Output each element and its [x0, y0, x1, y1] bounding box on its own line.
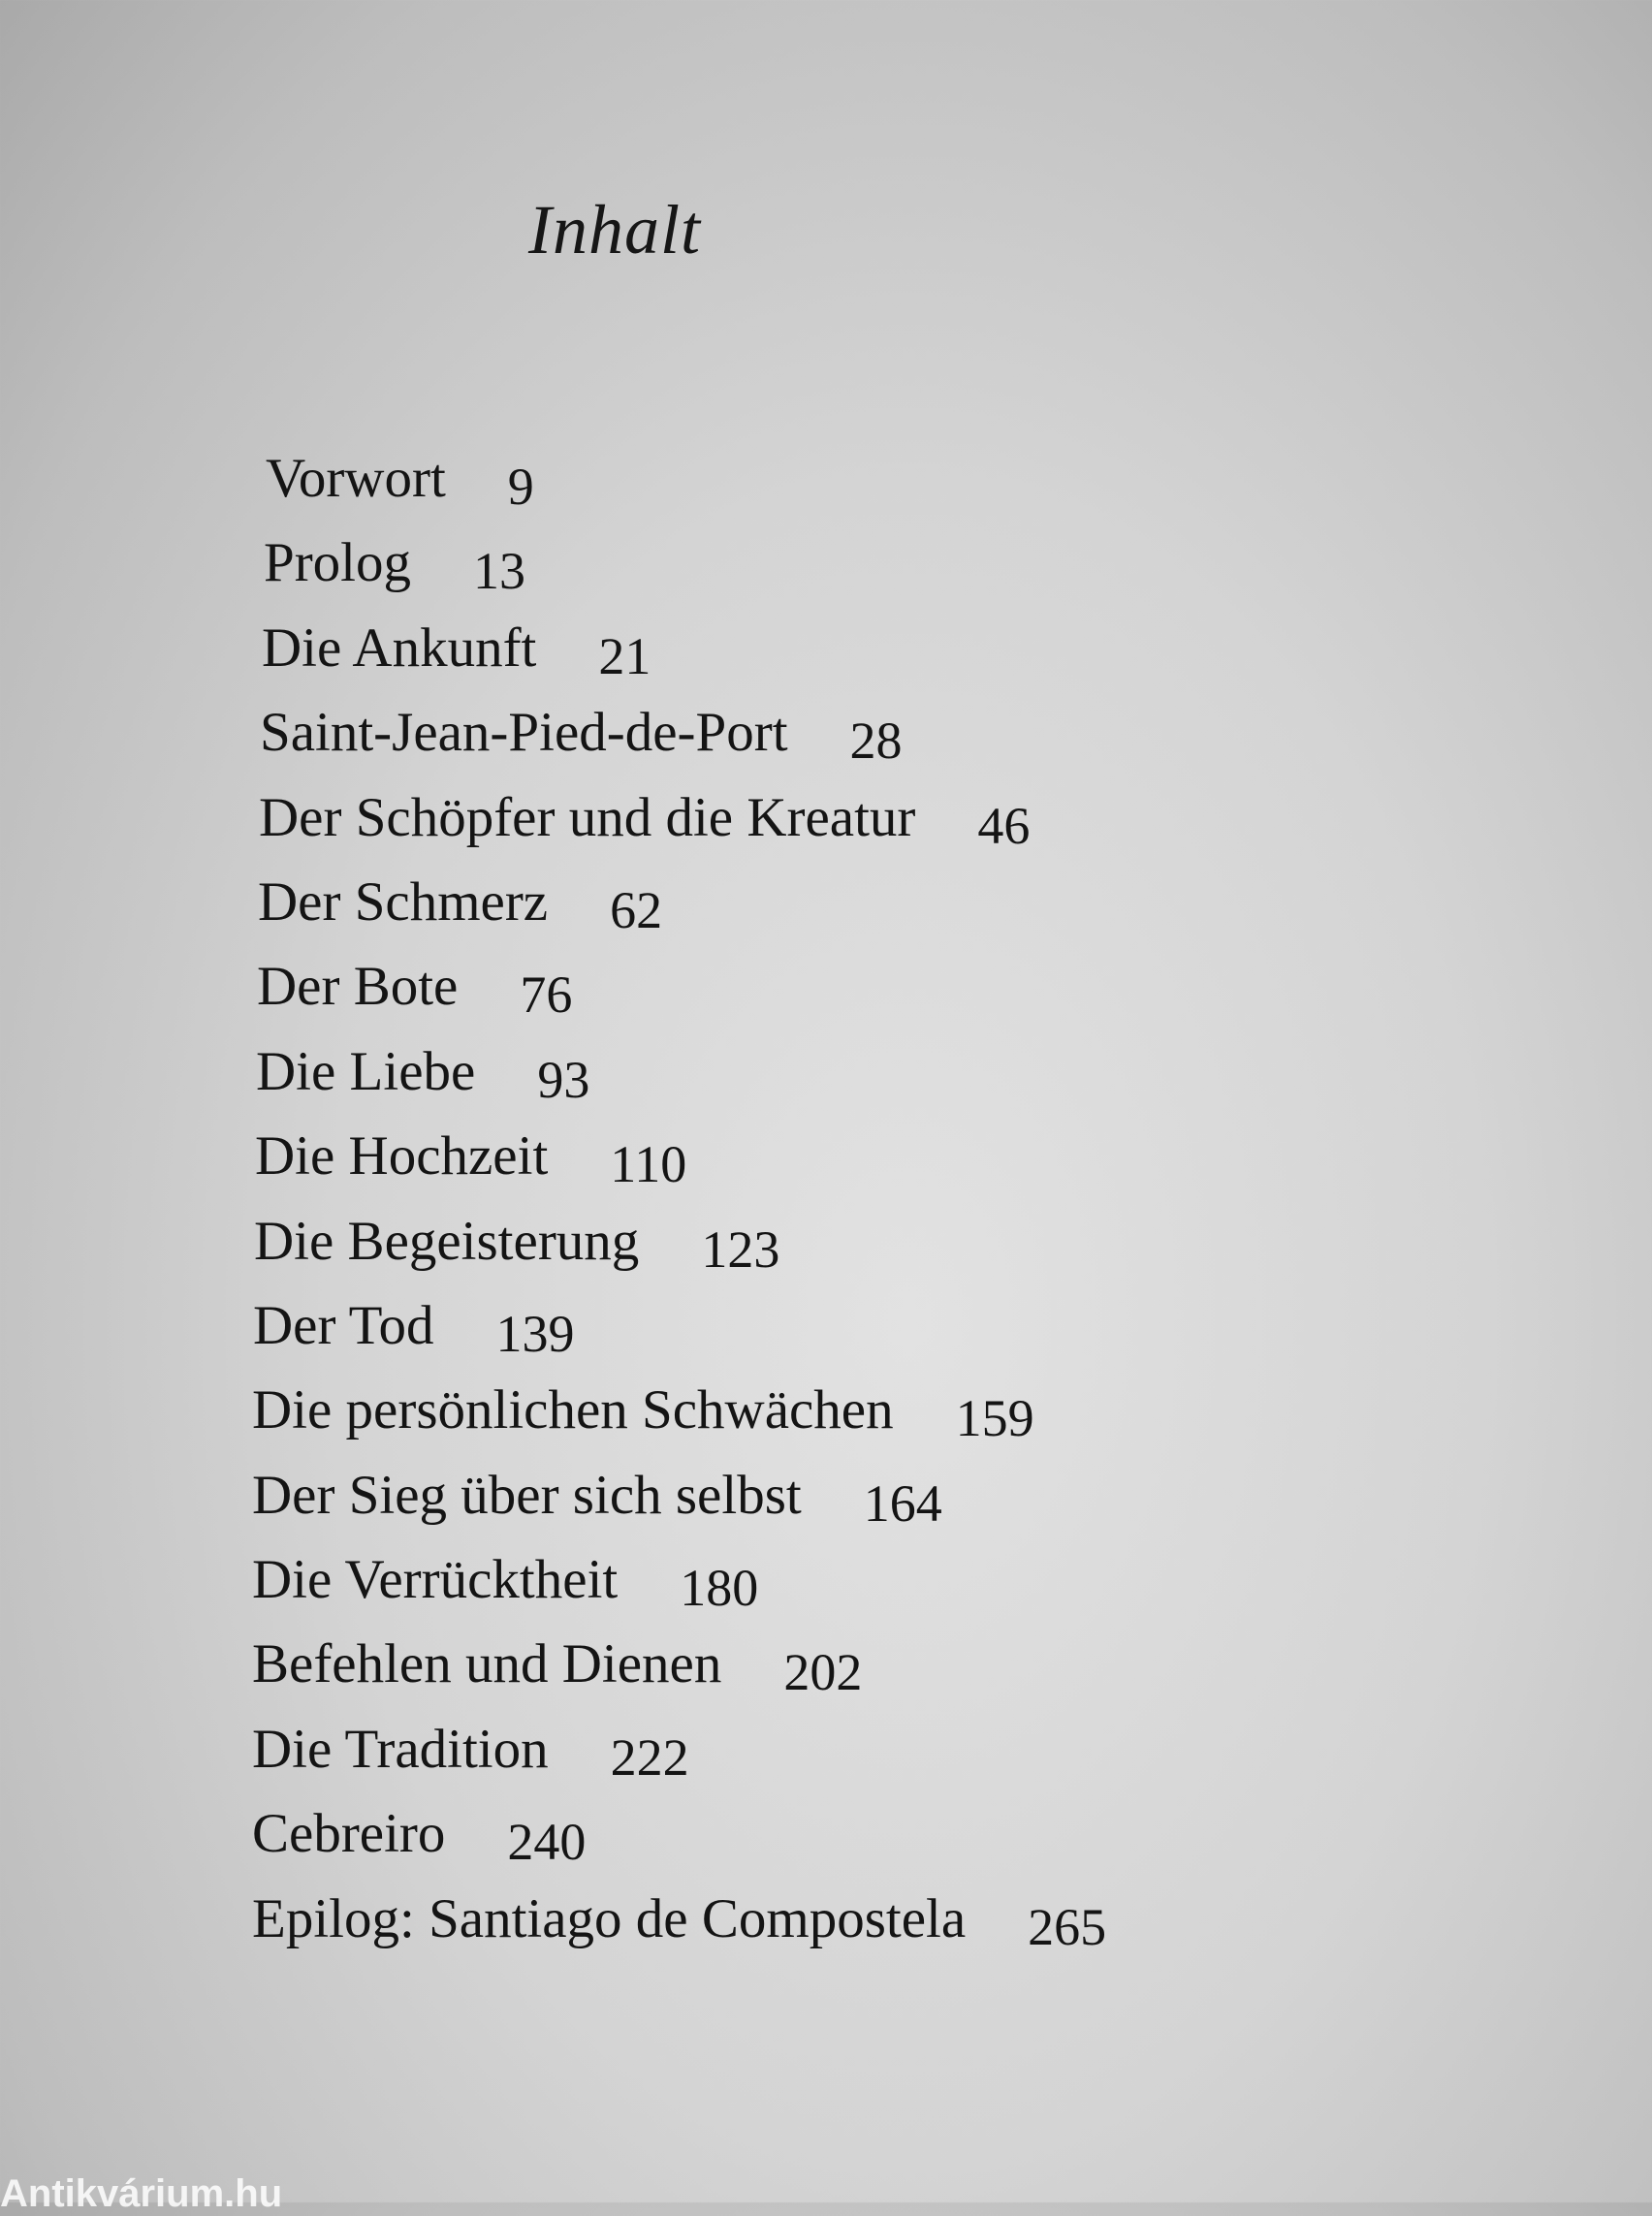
toc-entry-page: 76 [520, 966, 573, 1025]
toc-entry-title: Die Begeisterung [254, 1210, 640, 1272]
toc-entry [252, 1368, 1512, 1452]
watermark: Antikvárium.hu [0, 2172, 283, 2215]
toc-entry-page: 180 [680, 1559, 759, 1618]
toc-entry-title: Die Tradition [252, 1718, 549, 1780]
toc-entry [254, 1199, 1512, 1283]
toc-entry-page: 202 [783, 1643, 863, 1702]
toc-entry-page: 21 [598, 626, 651, 685]
toc-entry-title: Vorwort [266, 448, 446, 509]
toc-entry-title: Prolog [264, 532, 412, 594]
toc-entry-page: 62 [610, 880, 663, 939]
toc-entry-title: Die persönlichen Schwächen [252, 1379, 894, 1441]
toc-entry [255, 1114, 1512, 1198]
toc-entry [252, 1707, 1512, 1791]
toc-entry-page: 139 [495, 1304, 575, 1363]
toc-entry [259, 776, 1512, 860]
toc-entry-title: Befehlen und Dienen [252, 1633, 722, 1695]
toc-entry [252, 1537, 1512, 1622]
toc-entry-title: Die Liebe [256, 1040, 476, 1102]
toc-entry-page: 123 [701, 1219, 780, 1279]
toc-entry [256, 1029, 1512, 1114]
toc-entry-page: 159 [955, 1389, 1034, 1448]
toc-entry [258, 860, 1512, 944]
toc-entry-page: 222 [610, 1727, 689, 1787]
toc-entry-page: 240 [507, 1813, 587, 1872]
toc-entry [260, 690, 1512, 775]
table-of-contents [252, 436, 1512, 1961]
toc-entry [252, 1622, 1512, 1706]
toc-entry [264, 521, 1512, 605]
toc-entry-page: 9 [507, 458, 534, 516]
toc-entry-page: 13 [473, 542, 526, 601]
toc-entry-page: 93 [537, 1050, 590, 1109]
toc-entry [253, 1283, 1512, 1368]
toc-entry-title: Die Hochzeit [255, 1125, 549, 1187]
toc-entry [257, 944, 1512, 1029]
toc-entry-page: 265 [1028, 1897, 1107, 1956]
toc-entry [266, 436, 1512, 521]
page-title: Inhalt [528, 191, 701, 269]
toc-entry-title: Epilog: Santiago de Compostela [252, 1887, 967, 1949]
toc-entry [262, 606, 1512, 690]
toc-entry-title: Cebreiro [252, 1803, 446, 1865]
toc-entry-title: Die Verrücktheit [252, 1549, 619, 1611]
toc-entry-title: Der Tod [253, 1294, 434, 1356]
toc-entry-title: Der Bote [257, 956, 459, 1018]
toc-entry [252, 1453, 1512, 1537]
toc-entry-page: 28 [849, 712, 903, 771]
toc-entry-title: Der Schöpfer und die Kreatur [259, 786, 916, 848]
toc-entry-page: 46 [977, 796, 1031, 855]
toc-entry-title: Die Ankunft [262, 617, 537, 679]
toc-entry-title: Der Sieg über sich selbst [252, 1464, 802, 1526]
toc-entry-page: 164 [863, 1473, 942, 1533]
toc-entry [252, 1877, 1512, 1961]
toc-entry-page: 110 [610, 1135, 687, 1194]
toc-entry-title: Saint-Jean-Pied-de-Port [260, 702, 788, 764]
toc-entry-title: Der Schmerz [258, 871, 549, 933]
toc-entry [252, 1791, 1512, 1876]
